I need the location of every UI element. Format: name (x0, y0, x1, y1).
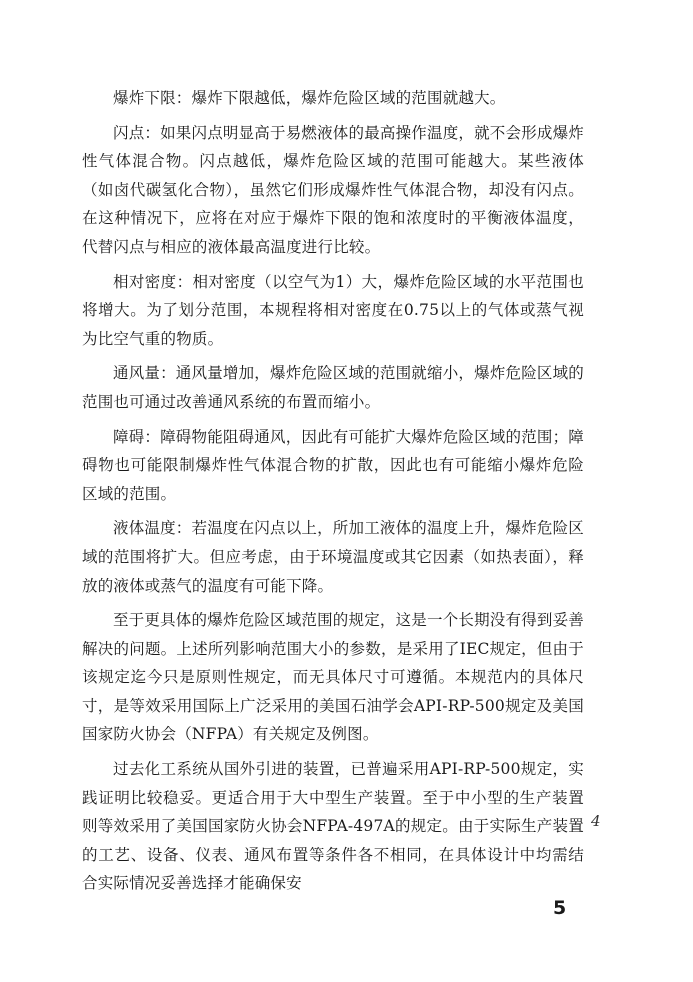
body-text (82, 84, 584, 898)
margin-mark: 4 (591, 812, 601, 830)
paragraph-relative-density: 相对密度：相对密度（以空气为1）大，爆炸危险区域的水平范围也将增大。为了划分范围，本规程将相对密度在0.75以上的气体或蒸气视为比空气重的物质。 (82, 272, 584, 348)
page-number: 5 (553, 897, 567, 919)
paragraph-flash-point: 闪点：如果闪点明显高于易燃液体的最高操作温度，就不会形成爆炸性气体混合物。闪点越低，爆炸危险区域的范围可能越大。某些液体（如卤代碳氢化合物），虽然它们形成爆炸性气体混合物，却没有闪点。在这种情况下，应将在对应于爆炸下限的饱和浓度时的平衡液体温度，代替闪点与相应的液体最高温度进行比较。 (82, 123, 585, 256)
paragraph-liquid-temperature: 液体温度：若温度在闪点以上，所加工液体的温度上升，爆炸危险区域的范围将扩大。但应考虑，由于环境温度或其它因素（如热表面），释放的液体或蒸气的温度有可能下降。 (82, 519, 585, 595)
paragraph-range-specification: 至于更具体的爆炸危险区域范围的规定，这是一个长期没有得到妥善解决的问题。上述所列影响范围大小的参数，是采用了IEC规定，但由于该规定迄今只是原则性规定，而无具体尺寸可遵循。本规范内的具体尺寸，是等效采用国际上广泛采用的美国石油学会API-RP-500规定及美国国家防火协会（NFPA）有关规定及例图。 (82, 611, 585, 744)
paragraph-imported-equipment: 过去化工系统从国外引进的装置，已普遍采用API-RP-500规定，实践证明比较稳妥。更适合用于大中型生产装置。至于中小型的生产装置则等效采用了美国国家防火协会NFPA-497A的规定。由于实际生产装置的工艺、设备、仪表、通风布置等条件各不相同，在具体设计中均需结合实际情况妥善选择才能确保安 (82, 760, 584, 893)
paragraph-ventilation: 通风量：通风量增加，爆炸危险区域的范围就缩小，爆炸危险区域的范围也可通过改善通风系统的布置而缩小。 (82, 364, 585, 411)
paragraph-obstacles: 障碍：障碍物能阻碍通风，因此有可能扩大爆炸危险区域的范围；障碍物也可能限制爆炸性气体混合物的扩散，因此也有可能缩小爆炸危险区域的范围。 (82, 427, 585, 503)
paragraph-explosion-lower-limit: 爆炸下限：爆炸下限越低，爆炸危险区域的范围就越大。 (113, 89, 506, 107)
